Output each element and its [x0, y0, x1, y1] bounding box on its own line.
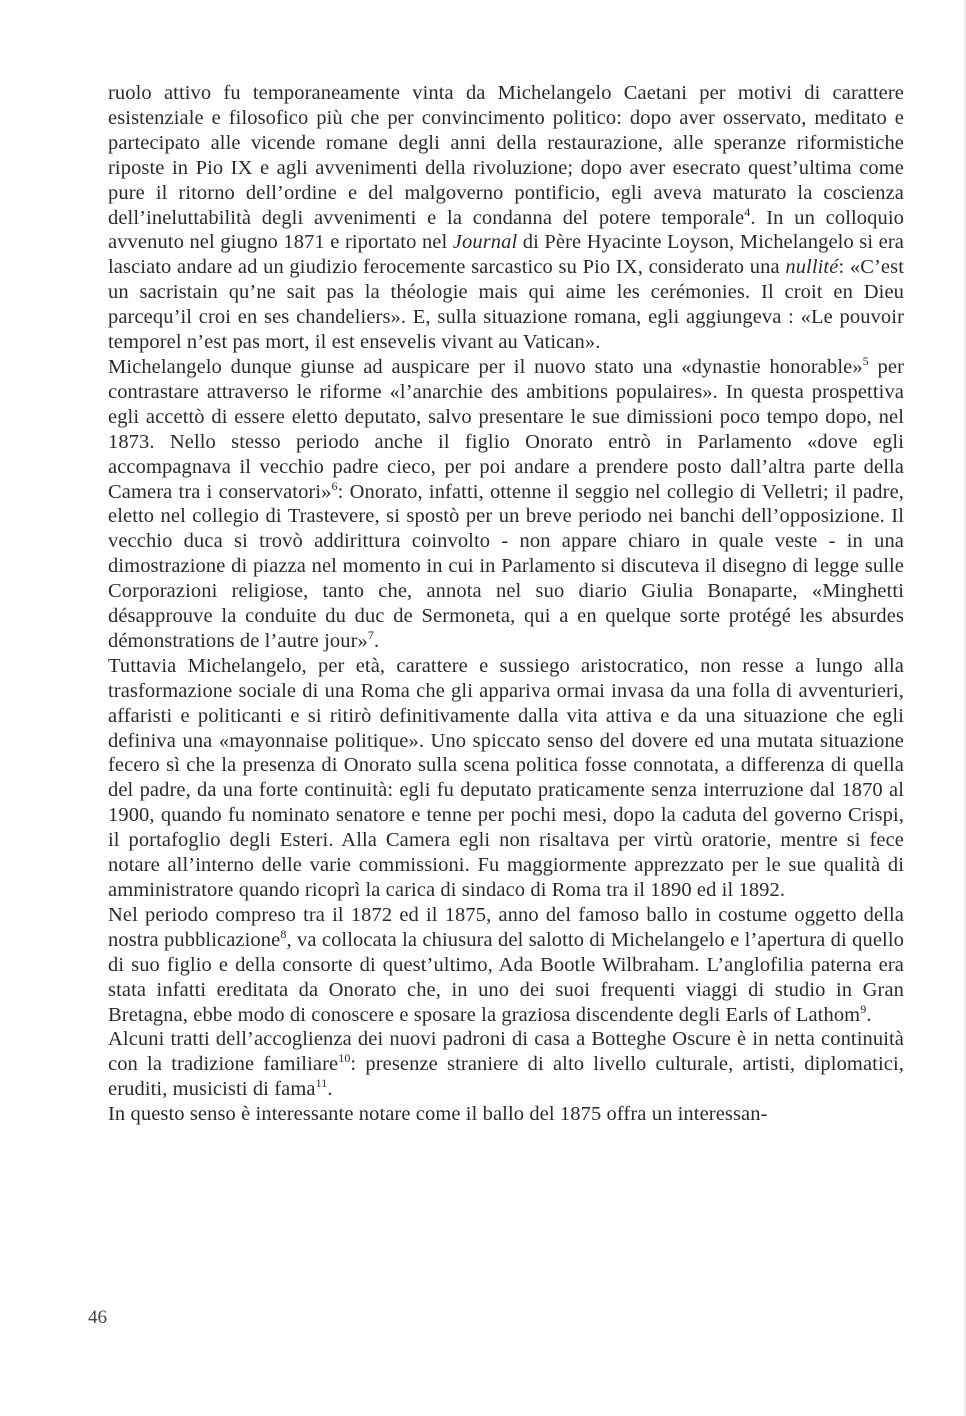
page-number: 46 — [88, 1307, 107, 1328]
footnote-ref: 4 — [744, 204, 751, 219]
text-run: : presenze straniere di alto livello culturale, artisti, diplomatici, eruditi, musicisti di fama — [108, 1053, 904, 1101]
paragraph — [108, 654, 904, 903]
body-text — [108, 81, 904, 1127]
text-run: ruolo attivo fu temporaneamente vinta da Michelangelo Caetani per motivi di carattere esistenziale e filosofico più che per convincimento politico: dopo aver osservato, meditato e partecipato alle vicende romane degli anni della restaurazione, alle speranze riformistiche riposte in Pio IX e agli avvenimenti della rivoluzione; dopo aver esecrato quest’ultima come pure il ritorno dell’ordine e del malgoverno pontificio, egli aveva maturato la coscienza dell’ineluttabilità degli avvenimenti e la condanna del potere temporale — [108, 82, 904, 229]
text-run: Michelangelo dunque giunse ad auspicare per il nuovo stato una «dynastie honorable» — [108, 355, 863, 378]
footnote-ref: 6 — [331, 478, 338, 493]
paragraph — [108, 81, 904, 355]
text-run: . — [373, 629, 380, 652]
scan-edge — [962, 0, 966, 1416]
footnote-ref: 10 — [338, 1051, 351, 1066]
text-run: Alcuni tratti dell’accoglienza dei nuovi padroni di casa a Botteghe Oscure è in netta continuità con la tradizione familiare — [108, 1028, 904, 1076]
italic-text: nullité — [785, 256, 839, 279]
paragraph — [108, 1027, 904, 1102]
text-run: , va collocata la chiusura del salotto di Michelangelo e l’apertura di quello di suo figlio e della consorte di quest’ultimo, Ada Bootle Wilbraham. L’anglofilia paterna era stata infatti ereditata da Onorato che, in uno dei suoi frequenti viaggi di studio in Gran Bretagna, ebbe modo di conoscere e sposare la graziosa discendente degli Earls of Lathom — [108, 928, 904, 1026]
italic-text: Journal — [452, 231, 518, 254]
text-run: . — [327, 1078, 333, 1101]
paragraph — [108, 1102, 904, 1127]
text-run: : Onorato, infatti, ottenne il seggio nel collegio di Velletri; il padre, eletto nel collegio di Trastevere, si spostò per un breve periodo nei banchi dell’opposizione. Il vecchio duca si trovò addirittura coinvolto - non appare chiaro in quale veste - in una dimostrazione di piazza nel momento in cui in Parlamento si discuteva il disegno di legge sulle Corporazioni religiose, tanto che, annota nel suo diario Giulia Bonaparte, «Minghetti désapprouve la conduite du duc de Sermoneta, qui a en quelque sorte protégé les absurdes démonstrations de l’autre jour» — [108, 480, 905, 652]
text-run: : «C’est un sacristain qu’ne sait pas la théologie mais qui aime les cerémonies. Il croit en Dieu parcequ’il croi en ses chandeliers». E, sulla situazione romana, egli aggiungeva : «Le pouvoir temporel n’est pas mort, il est ensevelis vivant au Vatican». — [108, 256, 904, 354]
footnote-ref: 7 — [367, 628, 374, 643]
footnote-ref: 8 — [280, 926, 287, 941]
text-run: per contrastare attraverso le riforme «l’anarchie des ambitions populaires». In questa prospettiva egli accettò di essere eletto deputato, salvo presentare le sue dimissioni poco tempo dopo, nel 1873. Nello stesso periodo anche il figlio Onorato entrò in Parlamento «dove egli accompagnava il vecchio padre cieco, per poi andare a prendere posto dall’altra parte della Camera tra i conservatori» — [108, 355, 905, 503]
footnote-ref: 5 — [862, 354, 869, 369]
text-run: In questo senso è interessante notare come il ballo del 1875 offra un interessan- — [108, 1103, 768, 1126]
text-run: di Père Hyacinte Loyson, Michelangelo si era lasciato andare ad un giudizio ferocemente sarcastico su Pio IX, considerato una — [108, 231, 904, 279]
text-run: . — [866, 1003, 872, 1026]
paragraph — [108, 355, 904, 654]
paragraph — [108, 903, 904, 1028]
text-run: Nel periodo compreso tra il 1872 ed il 1875, anno del famoso ballo in costume oggetto della nostra pubblicazione — [108, 903, 904, 951]
text-run: . In un colloquio avvenuto nel giugno 1871 e riportato nel — [108, 206, 904, 254]
text-run: Tuttavia Michelangelo, per età, carattere e sussiego aristocratico, non resse a lungo alla trasformazione sociale di una Roma che gli appariva ormai invasa da una folla di avventurieri, affaristi e politicanti e si ritirò definitivamente dalla vita attiva e da una situazione che egli definiva una «mayonnaise politique». Uno spiccato senso del dovere ed una mutata situazione fecero sì che la presenza di Onorato sulla scena politica fosse connotata, a differenza di quella del padre, da una forte continuità: egli fu deputato praticamente senza interruzione dal 1870 al 1900, quando fu nominato senatore e tenne per pochi mesi, dopo la caduta del governo Crispi, il portafoglio degli Esteri. Alla Camera egli non risaltava per virtù oratorie, mentre si fece notare all’interno delle varie commissioni. Fu maggiormente apprezzato per le sue qualità di amministratore quando ricoprì la carica di sindaco di Roma tra il 1890 ed il 1892. — [108, 654, 904, 901]
footnote-ref: 11 — [315, 1076, 328, 1091]
footnote-ref: 9 — [860, 1001, 867, 1016]
